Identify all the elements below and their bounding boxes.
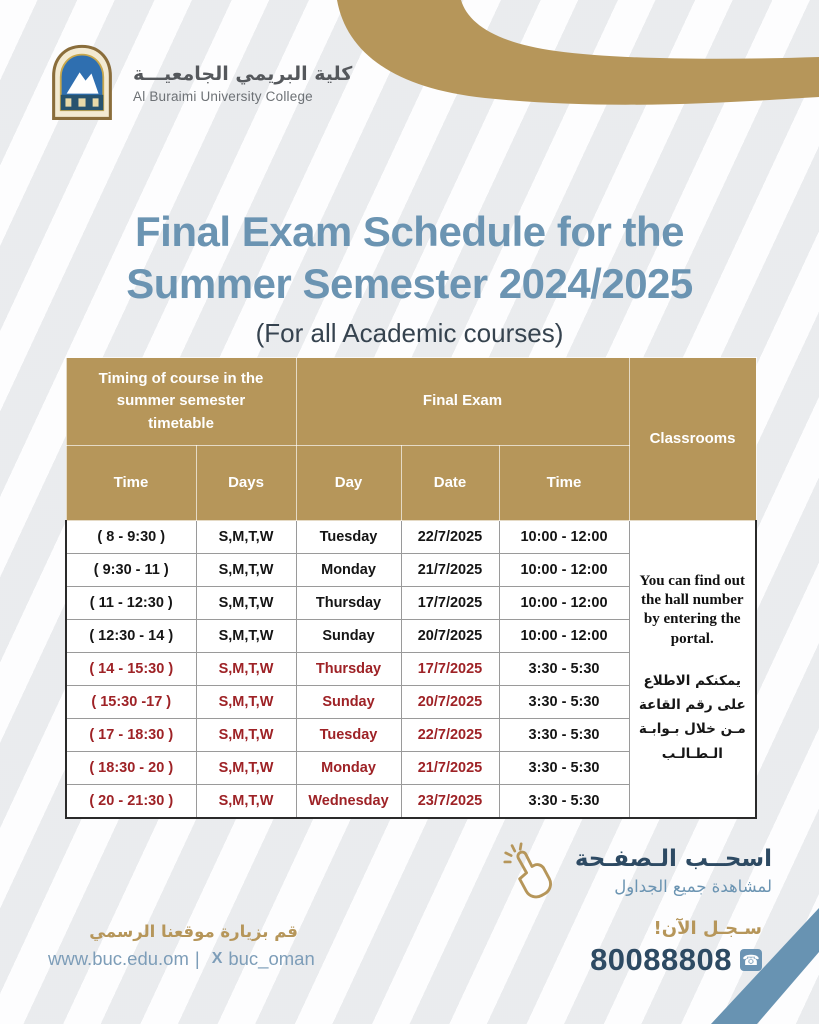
separator-pipe: | — [194, 948, 200, 969]
swipe-subtitle-arabic: لمشاهدة جميع الجداول — [614, 877, 772, 896]
footer-website-block — [48, 922, 315, 970]
cell-day: Tuesday — [296, 719, 401, 752]
cell-day: Thursday — [296, 653, 401, 686]
page-title-line2: Summer Semester 2024/2025 — [126, 260, 693, 308]
swipe-title-arabic: اسحــب الـصفـحة — [574, 846, 772, 872]
cell-time: 3:30 - 5:30 — [499, 752, 629, 785]
social-handle[interactable]: buc_oman — [228, 948, 315, 969]
exam-schedule-table — [65, 357, 757, 819]
phone-line — [590, 942, 762, 978]
cell-day: Thursday — [296, 587, 401, 620]
cell-time: 3:30 - 5:30 — [499, 785, 629, 819]
cell-time: 3:30 - 5:30 — [499, 686, 629, 719]
cell-timing: ( 11 - 12:30 ) — [66, 587, 196, 620]
cell-days: S,M,T,W — [196, 686, 296, 719]
cell-days: S,M,T,W — [196, 587, 296, 620]
x-twitter-icon[interactable]: X — [211, 950, 223, 967]
cell-timing: ( 20 - 21:30 ) — [66, 785, 196, 819]
column-header-exam-time: Time — [499, 446, 629, 521]
page-subtitle: (For all Academic courses) — [255, 318, 564, 349]
title-block — [0, 206, 819, 349]
phone-icon: ☎ — [740, 949, 762, 971]
cell-time: 10:00 - 12:00 — [499, 554, 629, 587]
column-header-day: Day — [296, 446, 401, 521]
brand-name-arabic: كلية البريمي الجامعيـــة — [133, 62, 353, 85]
brand-text — [133, 63, 352, 104]
classrooms-note-cell — [629, 521, 756, 819]
cell-time: 3:30 - 5:30 — [499, 719, 629, 752]
cell-timing: ( 18:30 - 20 ) — [66, 752, 196, 785]
cell-date: 23/7/2025 — [401, 785, 499, 819]
header-final-exam-group: Final Exam — [296, 358, 629, 446]
website-line — [48, 948, 315, 970]
cell-date: 20/7/2025 — [401, 620, 499, 653]
cell-timing: ( 14 - 15:30 ) — [66, 653, 196, 686]
cell-timing: ( 12:30 - 14 ) — [66, 620, 196, 653]
cell-day: Sunday — [296, 620, 401, 653]
cell-day: Monday — [296, 752, 401, 785]
cell-time: 3:30 - 5:30 — [499, 653, 629, 686]
cell-day: Wednesday — [296, 785, 401, 819]
cell-days: S,M,T,W — [196, 521, 296, 554]
cell-timing: ( 9:30 - 11 ) — [66, 554, 196, 587]
swipe-hand-icon — [503, 840, 561, 902]
cell-date: 22/7/2025 — [401, 719, 499, 752]
cell-day: Sunday — [296, 686, 401, 719]
header-classrooms: Classrooms — [629, 358, 756, 521]
cell-day: Tuesday — [296, 521, 401, 554]
swipe-hint — [503, 840, 772, 902]
cell-date: 17/7/2025 — [401, 587, 499, 620]
cell-timing: ( 8 - 9:30 ) — [66, 521, 196, 554]
swipe-text — [575, 846, 772, 896]
cell-time: 10:00 - 12:00 — [499, 620, 629, 653]
cell-day: Monday — [296, 554, 401, 587]
cell-timing: ( 15:30 -17 ) — [66, 686, 196, 719]
cell-date: 20/7/2025 — [401, 686, 499, 719]
cell-time: 10:00 - 12:00 — [499, 521, 629, 554]
cell-days: S,M,T,W — [196, 719, 296, 752]
university-emblem-icon — [46, 44, 118, 122]
visit-website-text-arabic: قم بزيارة موقعنا الرسمي — [89, 922, 298, 941]
column-header-days: Days — [196, 446, 296, 521]
column-header-time: Time — [66, 446, 196, 521]
cell-days: S,M,T,W — [196, 752, 296, 785]
cell-time: 10:00 - 12:00 — [499, 587, 629, 620]
brand-header — [46, 44, 352, 122]
table-row — [66, 521, 756, 554]
cell-days: S,M,T,W — [196, 785, 296, 819]
cell-date: 17/7/2025 — [401, 653, 499, 686]
column-header-date: Date — [401, 446, 499, 521]
cell-date: 21/7/2025 — [401, 554, 499, 587]
cell-days: S,M,T,W — [196, 620, 296, 653]
header-timing-group: Timing of course in the summer semester timetable — [66, 358, 296, 446]
cell-timing: ( 17 - 18:30 ) — [66, 719, 196, 752]
brand-name-english: Al Buraimi University College — [133, 88, 313, 104]
cell-days: S,M,T,W — [196, 554, 296, 587]
cell-date: 21/7/2025 — [401, 752, 499, 785]
classrooms-note-english: You can find out the hall number by entering the portal. — [639, 573, 745, 647]
footer-register-block — [590, 918, 762, 978]
page-title-line1: Final Exam Schedule for the — [135, 208, 684, 255]
website-link[interactable]: www.buc.edu.om — [48, 948, 189, 969]
classrooms-note-arabic: يمكنكم الاطلاع على رقم القاعة مـن خلال بـوابـة الـطـالـب — [638, 672, 746, 762]
cell-days: S,M,T,W — [196, 653, 296, 686]
cell-date: 22/7/2025 — [401, 521, 499, 554]
phone-number[interactable]: 80088808 — [590, 942, 732, 977]
register-now-text-arabic: سـجـل الآن! — [653, 918, 762, 939]
